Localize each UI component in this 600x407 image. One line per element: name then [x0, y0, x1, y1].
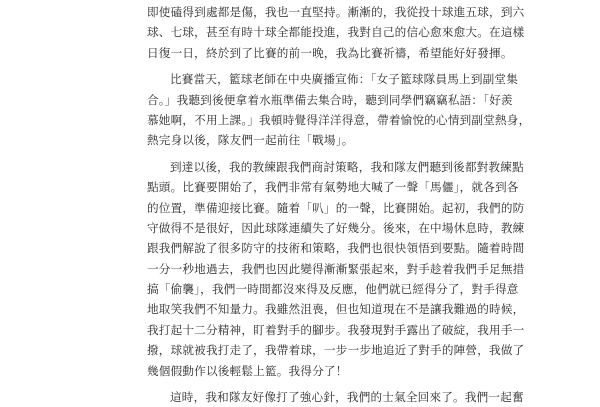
text-line: 跟我們解說了很多防守的技術和策略，我們也很快領悟到要點。隨着時間: [147, 241, 525, 256]
text-line: 到達以後，我的教練跟我們商討策略，我和隊友們聽到後都對教練點: [170, 159, 524, 174]
text-line: 地取笑我們不知量力。我雖然沮喪，但也知道現在不是讓我難過的時候，: [147, 302, 525, 317]
text-line: 球、七球，甚至有時十球全都能投進，我對自己的信心愈來愈大。在這樣: [147, 25, 525, 40]
text-line: 即使磕得到處都是傷，我也一直堅持。漸漸的，我從投十球進五球，到六: [147, 5, 525, 19]
text-line: 一分一秒地過去，我們也因此變得漸漸緊張起來，對手趁着我們手足無措: [147, 261, 525, 276]
text-line: 幾個假動作以後輕鬆上籃。我得分了！: [147, 363, 348, 378]
text-line: 的位置，準備迎接比賽。隨着「叭」的一聲，比賽開始。起初，我們的防: [147, 200, 525, 215]
text-line: 熱完身以後，隊友們一起前往「戰場」。: [147, 133, 354, 148]
text-line: 合。」我聽到後便拿着水瓶準備去集合時，聽到同學們竊竊私語：「好羨: [147, 92, 513, 107]
text-line: 慕她啊，不用上課。」我頓時覺得洋洋得意，帶着愉悅的心情到副堂熱身，: [147, 112, 531, 127]
paragraph-4: [147, 387, 524, 407]
text-line: 比賽當天，籃球老師在中央廣播宣佈：「女子籃球隊員馬上到副堂集: [170, 72, 519, 87]
paragraph-2: [147, 69, 531, 151]
paragraph-1: [147, 2, 525, 63]
text-line: 我打起十二分精神，盯着對手的腳步。我發現對手露出了破綻，我用手一: [147, 322, 525, 337]
text-line: 撥，球就被我打走了，我帶着球，一步一步地追近了對手的陣營，我做了: [147, 343, 525, 358]
text-line: 日復一日，終於到了比賽的前一晚，我為比賽祈禱，希望能好好發揮。: [147, 45, 513, 60]
paragraph-3: [147, 157, 525, 381]
text-line: 守做得不是很好，因此球隊連續失了好幾分。後來，在中場休息時，教練: [147, 220, 525, 235]
text-line: 這時，我和隊友好像打了強心針，我們的士氣全回來了。我們一起奮: [170, 390, 524, 405]
text-line: 點頭。比賽要開始了，我們非常有氣勢地大喊了一聲「馬儷」，就各到各: [147, 180, 519, 195]
essay-text: [147, 2, 531, 407]
text-line: 搞「偷襲」，我們一時間都沒來得及反應，他們就已經得分了，對手得意: [147, 282, 519, 297]
